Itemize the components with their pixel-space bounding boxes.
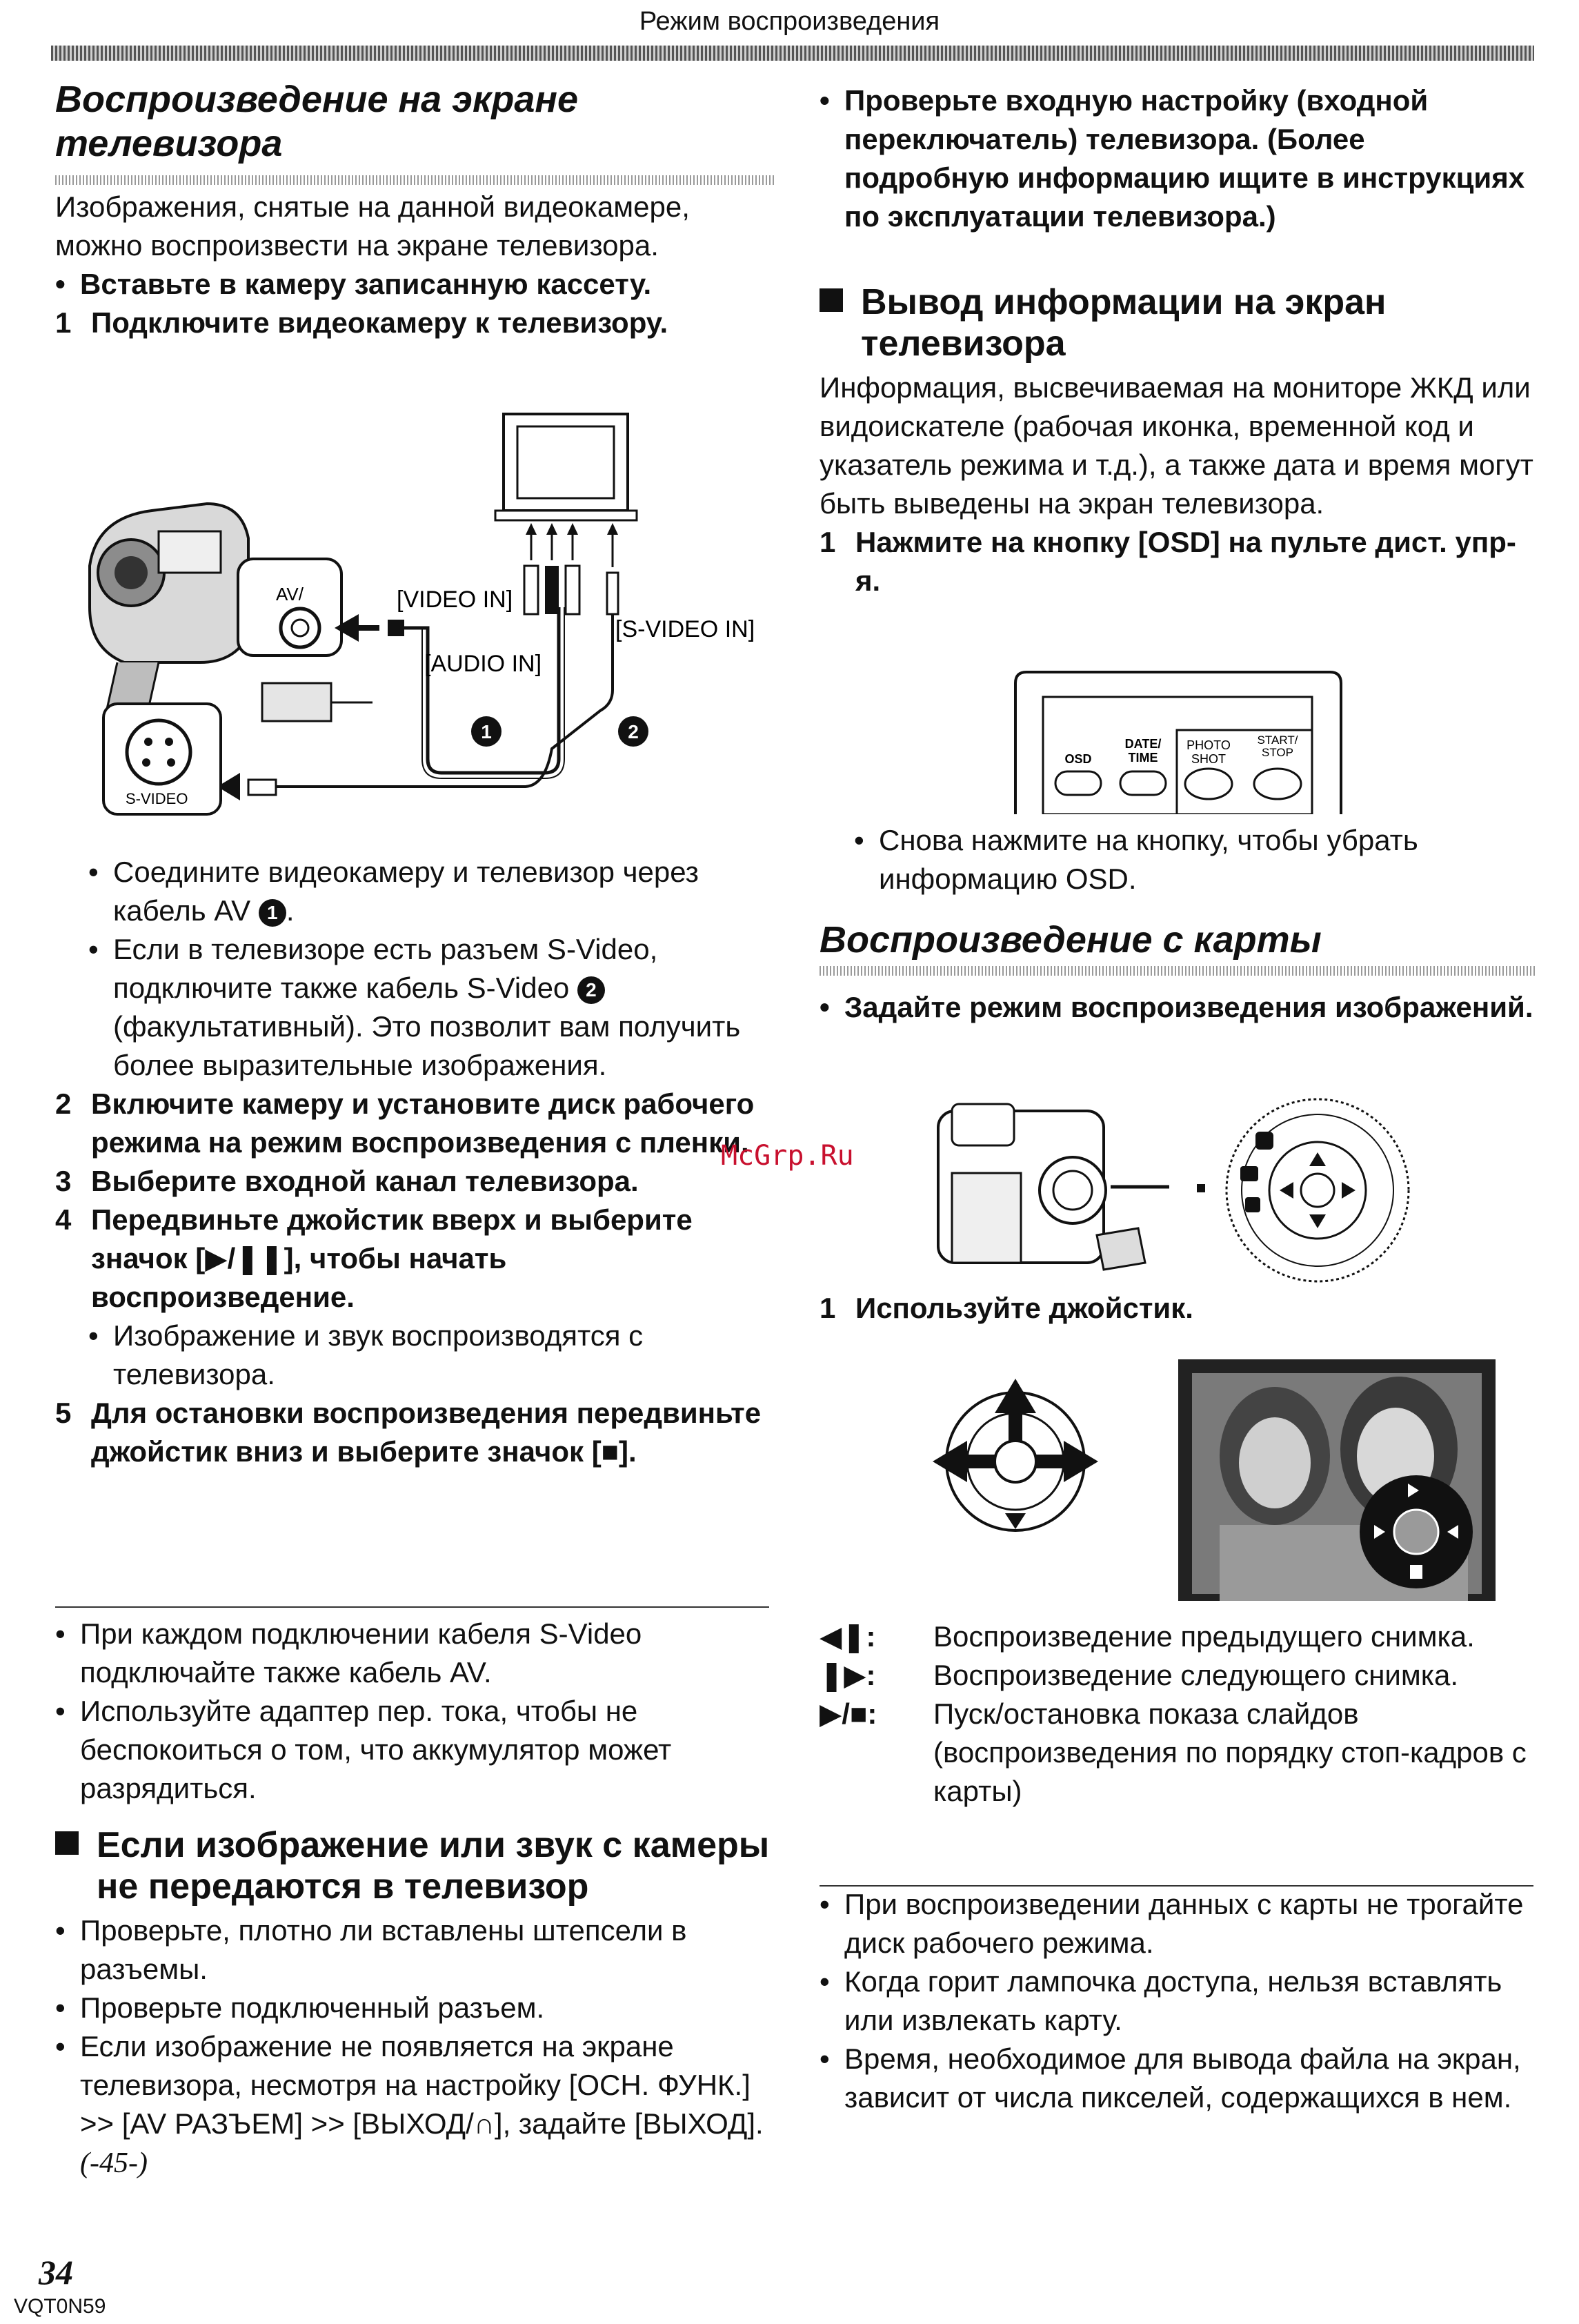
svg-text:2: 2 [628, 721, 639, 742]
card-step-1: 1 Используйте джойстик. [820, 1292, 1193, 1324]
osd-step-1: 1 Нажмите на кнопку [OSD] на пульте дист. упр-я. [820, 526, 1516, 597]
header-rule [51, 46, 1534, 61]
page-number: 34 [39, 2253, 73, 2292]
page-title: Воспроизведение на экране телевизора [55, 79, 579, 164]
step-3: 3 Выберите входной канал телевизора. [55, 1165, 639, 1197]
title-underline [55, 175, 776, 185]
joystick-illustration [926, 1372, 1105, 1537]
svideo-bullet: • Если в телевизоре есть разъем S-Video, подключите также кабель S-Video 2 (факультативный). Это позволит вам получить более выразительные изображения. [88, 930, 776, 1085]
osd-section [820, 282, 1537, 600]
remote-illustration [1013, 669, 1344, 814]
left-intro [55, 188, 776, 342]
card-playback-title-block [820, 918, 1537, 976]
left-divider [55, 1606, 769, 1608]
step-5: 5 Для остановки воспроизведения передвиньте джойстик вниз и выберите значок [■]. [55, 1397, 762, 1468]
troubleshoot-section [55, 1824, 776, 2183]
def-row [820, 1656, 1537, 1695]
card-bullet-block [820, 988, 1537, 1027]
osd-toggle-note: • Снова нажмите на кнопку, чтобы убрать информацию OSD. [854, 821, 1537, 898]
note-adapter: • Используйте адаптер пер. тока, чтобы не беспокоиться о том, что аккумулятор может разрядиться. [55, 1692, 776, 1808]
svideo-port-label: S-VIDEO [126, 790, 188, 807]
step1-details [55, 853, 776, 1471]
right-top [820, 81, 1537, 236]
troubleshoot-heading: Если изображение или звук с камеры не передаются в телевизор [55, 1824, 776, 1907]
prev-symbol: ◀❚: [820, 1620, 876, 1653]
osd-description: Информация, высвечиваемая на мониторе ЖКД или видоискателе (рабочая иконка, временной код и указатель режима и т.д.), а также дата и время могут быть выведены на экран телевизора. [820, 371, 1533, 520]
osd-heading: Вывод информации на экран телевизора [820, 282, 1537, 364]
check-connector: • Проверьте подключенный разъем. [55, 1989, 776, 2027]
step4-sub: • Изображение и звук воспроизводятся с телевизора. [88, 1317, 776, 1394]
headphone-icon: ∩ [473, 2107, 495, 2140]
def-row [820, 1617, 1537, 1656]
card-title-underline [820, 966, 1537, 976]
check-plugs: • Проверьте, плотно ли вставлены штепсели в разъемы. [55, 1911, 776, 1989]
tv-icon [495, 414, 637, 520]
right-notes [820, 1885, 1537, 2117]
document-code: VQT0N59 [14, 2295, 106, 2318]
next-description: Воспроизведение следующего снимка. [933, 1659, 1459, 1691]
cable-2-ref: 2 [577, 976, 605, 1004]
svg-text:STOP: STOP [1262, 746, 1293, 759]
mode-dial-illustration [931, 1090, 1428, 1290]
svg-text:OSD: OSD [1064, 752, 1092, 766]
step-1: 1 Подключите видеокамеру к телевизору. [55, 306, 668, 339]
svg-text:DATE/: DATE/ [1124, 737, 1162, 751]
av-jack-label: AV/ [276, 584, 304, 604]
def-row [820, 1695, 1537, 1811]
svg-text:SHOT: SHOT [1191, 752, 1227, 766]
intro-text: Изображения, снятые на данной видеокамере, можно воспроизвести на экране телевизора. [55, 190, 690, 262]
set-playback-mode: • Задайте режим воспроизведения изображений. [820, 988, 1537, 1027]
svg-text:1: 1 [481, 721, 492, 742]
step-4: 4 Передвиньте джойстик вверх и выберите значок [▶/❚❚], чтобы начать воспроизведение. [55, 1203, 693, 1313]
slideshow-symbol: ▶/■: [820, 1697, 877, 1730]
svideo-in-label: [S-VIDEO IN] [615, 616, 755, 642]
watermark: McGrp.Ru [721, 1140, 854, 1172]
card-step-block [820, 1289, 1537, 1328]
tv-playback-title-block [55, 77, 776, 185]
mode-dial [1227, 1099, 1409, 1281]
note-access-lamp: • Когда горит лампочка доступа, нельзя вставлять или извлекать карту. [820, 1962, 1537, 2040]
svideo-port-callout [103, 704, 221, 814]
delete-icon [1410, 1565, 1422, 1579]
note-output-time: • Время, необходимое для вывода файла на экран, зависит от числа пикселей, содержащихся в нем. [820, 2040, 1537, 2117]
prev-description: Воспроизведение предыдущего снимка. [933, 1620, 1475, 1653]
svg-text:START/: START/ [1257, 733, 1298, 747]
connect-av-bullet: • Соедините видеокамеру и телевизор через кабель AV 1 . [88, 853, 776, 930]
svg-text:TIME: TIME [1128, 751, 1158, 765]
svg-text:PHOTO: PHOTO [1186, 738, 1231, 752]
slideshow-description: Пуск/остановка показа слайдов (воспроизведения по порядку стоп-кадров с карты) [933, 1697, 1527, 1807]
playback-photo-screen [1178, 1359, 1496, 1601]
left-notes [55, 1615, 776, 1808]
video-in-label: [VIDEO IN] [397, 587, 513, 613]
note-dial: • При воспроизведении данных с карты не трогайте диск рабочего режима. [820, 1885, 1537, 1962]
insert-cassette-bullet: • Вставьте в камеру записанную кассету. [55, 265, 776, 304]
audio-in-label: [AUDIO IN] [424, 651, 542, 677]
card-playback-title: Воспроизведение с карты [820, 919, 1322, 961]
av-cable [393, 607, 559, 773]
osd-sub [820, 821, 1537, 898]
step-2: 2 Включите камеру и установите диск рабочего режима на режим воспроизведения с пленки. [55, 1087, 755, 1159]
check-tv-input: • Проверьте входную настройку (входной переключатель) телевизора. (Более подробную информацию ищите в инструкциях по эксплуатации телевизора.) [820, 81, 1537, 236]
icon-definitions [820, 1617, 1537, 1811]
note-svideo: • При каждом подключении кабеля S-Video подключайте также кабель AV. [55, 1615, 776, 1692]
av-jack-callout [238, 559, 341, 656]
running-header: Режим воспроизведения [639, 7, 940, 36]
camcorder-icon [90, 504, 248, 725]
cable-1-ref: 1 [259, 899, 286, 927]
connection-diagram [69, 400, 759, 842]
ac-adapter-icon [262, 683, 331, 721]
next-symbol: ❚▶: [820, 1659, 876, 1691]
check-output-setting: • Если изображение не появляется на экране телевизора, несмотря на настройку [ОСН. ФУНК.] >> [AV РАЗЪЕМ] >> [ВЫХОД/∩], задайте [ВЫХОД]. (-45-) [55, 2027, 776, 2183]
